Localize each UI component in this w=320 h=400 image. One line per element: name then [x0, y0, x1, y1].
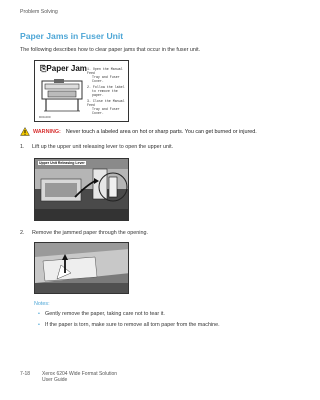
product-name: Xerox 6204 Wide Format Solution: [42, 371, 118, 377]
step-number: 2.: [20, 230, 25, 236]
notes-heading: Notes:: [34, 301, 50, 307]
warning-label: WARNING:: [33, 128, 61, 135]
step-text: Lift up the upper unit releasing lever to open the upper unit.: [32, 144, 174, 150]
panel-step-line: to remove the paper.: [92, 89, 118, 98]
warning-notice: [20, 127, 257, 136]
intro-paragraph: The following describes how to clear paper jams that occur in the fuser unit.: [20, 47, 201, 53]
note-item: • Gently remove the paper, taking care not to tear it.: [38, 311, 220, 317]
note-item: • If the paper is torn, make sure to remove all torn paper from the machine.: [38, 322, 220, 328]
panel-step-line: Tray and Fuser Cover.: [92, 75, 120, 84]
paper-jam-glyph: ⎘: [40, 64, 47, 73]
page-footer: [20, 371, 117, 384]
step-2: [20, 230, 148, 236]
guide-name: User Guide: [42, 377, 68, 384]
panel-step-line: 3. Close the Manual Feed: [87, 99, 125, 108]
upper-unit-illustration: [35, 159, 129, 221]
page-title: Paper Jams in Fuser Unit: [20, 31, 124, 41]
panel-step-line: Tray and Fuser Cover.: [92, 107, 120, 116]
printer-diagram-icon: [40, 77, 86, 115]
warning-text: Never touch a labeled area on hot or sharp parts. You can get burned or injured.: [65, 128, 257, 135]
notes-list: [38, 311, 220, 333]
jammed-paper-photo: [34, 242, 129, 294]
panel-instructions: [87, 67, 128, 117]
control-panel-screen: [34, 60, 129, 122]
step-1: [20, 144, 173, 150]
jammed-paper-illustration: [35, 243, 129, 294]
step-text: Remove the jammed paper through the opening.: [32, 230, 148, 236]
panel-code: D00-000: [39, 115, 51, 119]
panel-title: ⎘Paper Jam: [40, 64, 87, 73]
panel-step-line: 1. Open the Manual Feed: [87, 67, 123, 76]
running-header: Problem Solving: [20, 9, 58, 15]
upper-unit-photo: [34, 158, 129, 221]
page-number: 7-18: [20, 371, 31, 377]
panel-step-line: 2. Follow the label: [87, 85, 125, 90]
step-number: 1.: [20, 144, 25, 150]
warning-triangle-icon: [20, 127, 30, 136]
photo-caption: Upper Unit Releasing Lever: [39, 161, 85, 165]
